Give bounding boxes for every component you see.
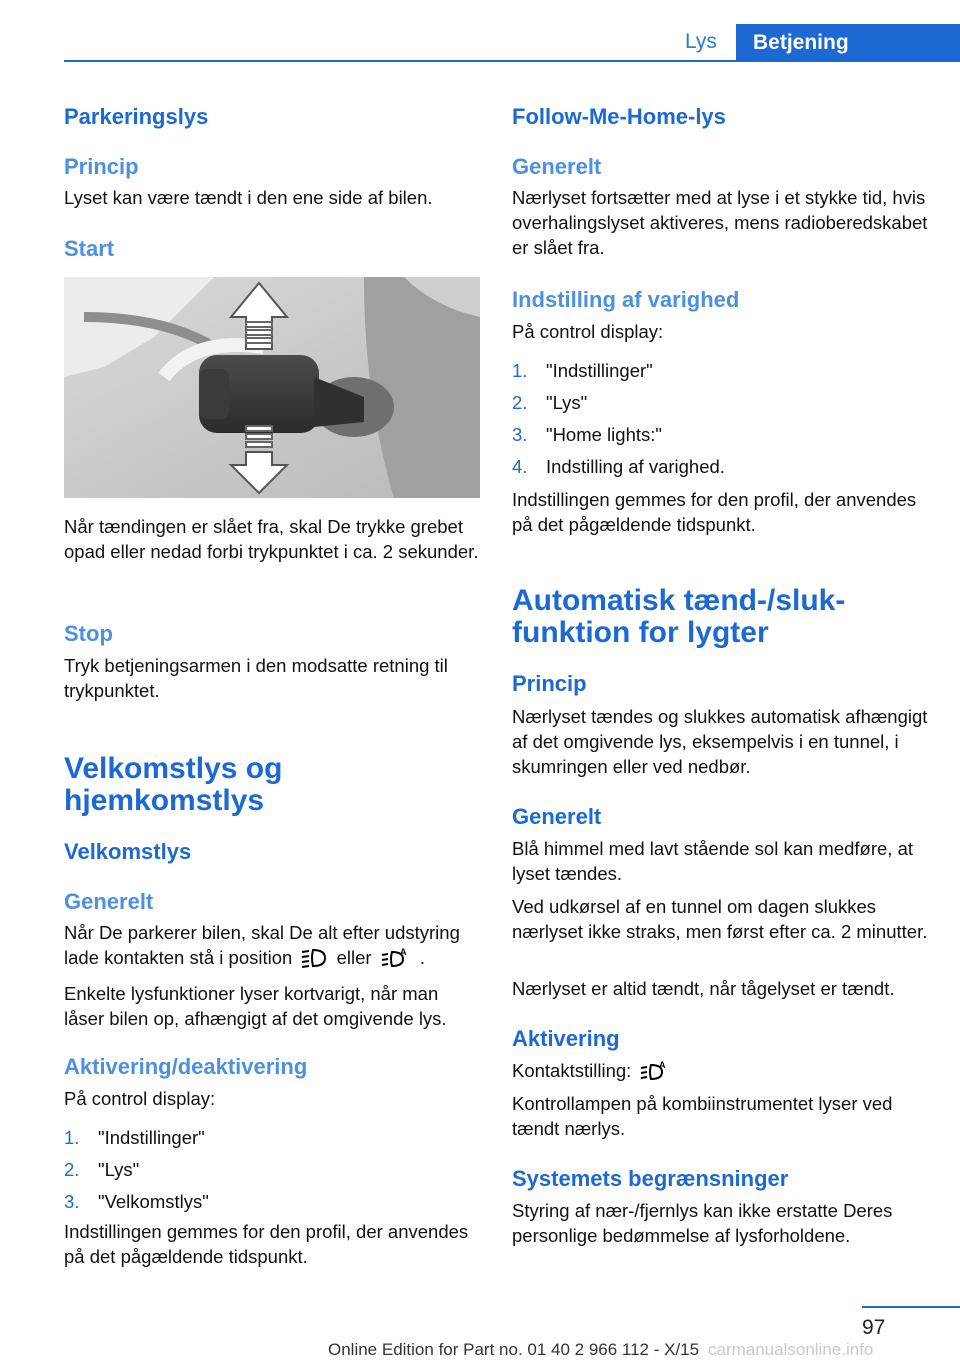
list-item — [512, 451, 932, 483]
duration-steps-list — [512, 355, 932, 483]
svg-text:A: A — [659, 1060, 666, 1070]
text-control-display: På control display: — [64, 1088, 216, 1109]
list-item — [512, 387, 932, 419]
text-princip: Lyset kan være tændt i den ene side af bilen. — [64, 187, 433, 208]
parking-light-icon — [301, 947, 327, 969]
header-section: Lys — [685, 30, 717, 53]
text-control-display: På control display: — [512, 321, 664, 342]
text-enkelte: Enkelte lysfunktioner lyser kortvarigt, når man låser bilen op, afhængigt af det omgivende lys. — [64, 983, 447, 1029]
text-generelt — [64, 920, 480, 970]
text-stop: Tryk betjeningsarmen i den modsatte retning til trykpunktet. — [64, 655, 448, 701]
heading-indstilling-varighed: Indstilling af varighed — [512, 287, 740, 312]
heading-start: Start — [64, 236, 115, 261]
text-kontaktstilling — [512, 1058, 932, 1083]
watermark: carmanualsonline.info — [708, 1340, 874, 1359]
text-generelt-b: eller — [336, 947, 372, 968]
heading-stop: Stop — [64, 621, 113, 646]
text-gemmes: Indstillingen gemmes for den profil, der anvendes på det pågældende tidspunkt. — [512, 489, 917, 535]
list-number: 3. — [64, 1191, 80, 1212]
heading-princip: Princip — [512, 671, 587, 696]
list-text: "Lys" — [546, 392, 588, 413]
heading-aktivering-deaktivering: Aktivering/deaktivering — [64, 1054, 308, 1079]
list-number: 1. — [512, 360, 528, 381]
list-text: "Indstillinger" — [546, 360, 653, 381]
heading-aktivering: Aktivering — [512, 1026, 620, 1051]
text-generelt-a: Når De parkerer bilen, skal De alt efter udstyring lade kontakten stå i position — [64, 922, 460, 968]
text-gemmes: Indstillingen gemmes for den profil, der anvendes på det pågældende tidspunkt. — [64, 1221, 469, 1267]
heading-automatisk-lygter: Automatisk tænd-/slukfunktion for lygter — [512, 584, 846, 649]
heading-princip: Princip — [64, 154, 139, 179]
heading-generelt-2: Generelt — [512, 804, 602, 829]
list-number: 3. — [512, 424, 528, 445]
text-generelt-c: . — [419, 947, 425, 968]
list-item — [64, 1186, 480, 1218]
text-kontrollampe: Kontrollampen på kombiinstrumentet lyser ved tændt nærlys. — [512, 1093, 893, 1139]
text-system: Styring af nær-/fjernlys kan ikke erstatte Deres personlige bedømmelse af lysforholdene. — [512, 1200, 893, 1246]
list-text: "Lys" — [98, 1159, 140, 1180]
svg-text:A: A — [399, 947, 407, 957]
list-text: Indstilling af varighed. — [546, 456, 725, 477]
heading-generelt: Generelt — [64, 889, 154, 914]
stalk-illustration — [64, 277, 480, 498]
footer-rule — [862, 1306, 960, 1308]
text-kontaktstilling-label: Kontaktstilling: — [512, 1060, 632, 1081]
text-taagelys: Nærlyset er altid tændt, når tågelyset er tændt. — [512, 978, 895, 999]
text-blaa-himmel: Blå himmel med lavt stående sol kan medføre, at lyset tændes. — [512, 838, 914, 884]
list-number: 4. — [512, 456, 528, 477]
heading-follow-me-home: Follow-Me-Home-lys — [512, 104, 726, 129]
list-item — [64, 1154, 480, 1186]
automatic-headlight-icon — [640, 1060, 670, 1082]
page-number: 97 — [862, 1316, 886, 1339]
list-item — [512, 419, 932, 451]
list-number: 2. — [64, 1159, 80, 1180]
list-text: "Indstillinger" — [98, 1127, 205, 1148]
stalk-photo — [64, 277, 480, 498]
heading-velkomstlys-hjemkomstlys: Velkomstlys og hjemkomstlys — [64, 752, 283, 817]
list-item — [512, 355, 932, 387]
settings-steps-list — [64, 1122, 480, 1218]
text-udkorsel: Ved udkørsel af en tunnel om dagen slukkes nærlyset ikke straks, men først efter ca. 2 minutter. — [512, 896, 928, 942]
header-tab: Betjening — [736, 24, 960, 62]
heading-generelt: Generelt — [512, 154, 602, 179]
edition-text: Online Edition for Part no. 01 40 2 966 112 - X/15 — [328, 1340, 700, 1359]
list-text: "Velkomstlys" — [98, 1191, 209, 1212]
list-number: 1. — [64, 1127, 80, 1148]
list-number: 2. — [512, 392, 528, 413]
list-text: "Home lights:" — [546, 424, 662, 445]
heading-systemets-begraensninger: Systemets begrænsninger — [512, 1166, 789, 1191]
text-generelt: Nærlyset fortsætter med at lyse i et stykke tid, hvis overhalingslyset aktiveres, mens radioberedskabet er slået fra. — [512, 187, 928, 258]
automatic-headlight-icon — [381, 947, 411, 969]
heading-parkeringslys: Parkeringslys — [64, 104, 209, 129]
list-item — [64, 1122, 480, 1154]
text-princip: Nærlyset tændes og slukkes automatisk afhængigt af det omgivende lys, eksempelvis i en tunnel, i skumringen eller ved nedbør. — [512, 706, 928, 777]
text-start: Når tændingen er slået fra, skal De trykke grebet opad eller nedad forbi trykpunktet i ca. 2 sekunder. — [64, 516, 479, 562]
heading-velkomstlys: Velkomstlys — [64, 839, 192, 864]
